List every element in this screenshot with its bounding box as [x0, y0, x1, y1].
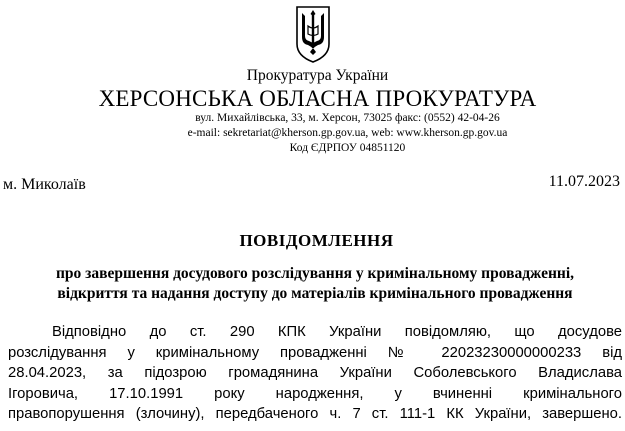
body-line: правопорушення (злочину), передбаченого ч. 7 ст. 111-1 КК України, завершено. — [8, 406, 622, 422]
trident-icon — [293, 4, 333, 64]
document-title: ПОВІДОМЛЕННЯ — [239, 231, 394, 250]
org-name: ХЕРСОНСЬКА ОБЛАСНА ПРОКУРАТУРА — [98, 86, 537, 111]
city: м. Миколаїв — [3, 176, 86, 193]
document-date: 11.07.2023 — [548, 173, 620, 190]
body-line: Відповідно до ст. 290 КПК України повідомляю, що досудове — [52, 324, 622, 340]
body-line: Ігоровича, 17.10.1991 року народження, у вчиненні кримінального — [8, 385, 622, 402]
org-parent-name: Прокуратура України — [246, 67, 389, 84]
subject-line: відкриття та надання доступу до матеріалів кримінального провадження — [57, 285, 573, 302]
org-contacts: e-mail: sekretariat@kherson.gp.gov.ua, web: www.kherson.gp.gov.ua — [187, 127, 508, 139]
subject-line: про завершення досудового розслідування у кримінальному провадженні, — [55, 265, 575, 282]
body-line: розслідування у кримінальному провадженні № 22023230000000233 від — [8, 344, 622, 361]
org-address: вул. Михайлівська, 33, м. Херсон, 73025 факс: (0552) 42-04-26 — [195, 112, 500, 124]
body-paragraph — [8, 322, 622, 425]
document-subject — [10, 264, 620, 304]
body-line: 28.04.2023, за підозрою громадянина України Соболевського Владислава — [8, 365, 622, 381]
org-edrpou: Код ЄДРПОУ 04851120 — [289, 142, 406, 154]
